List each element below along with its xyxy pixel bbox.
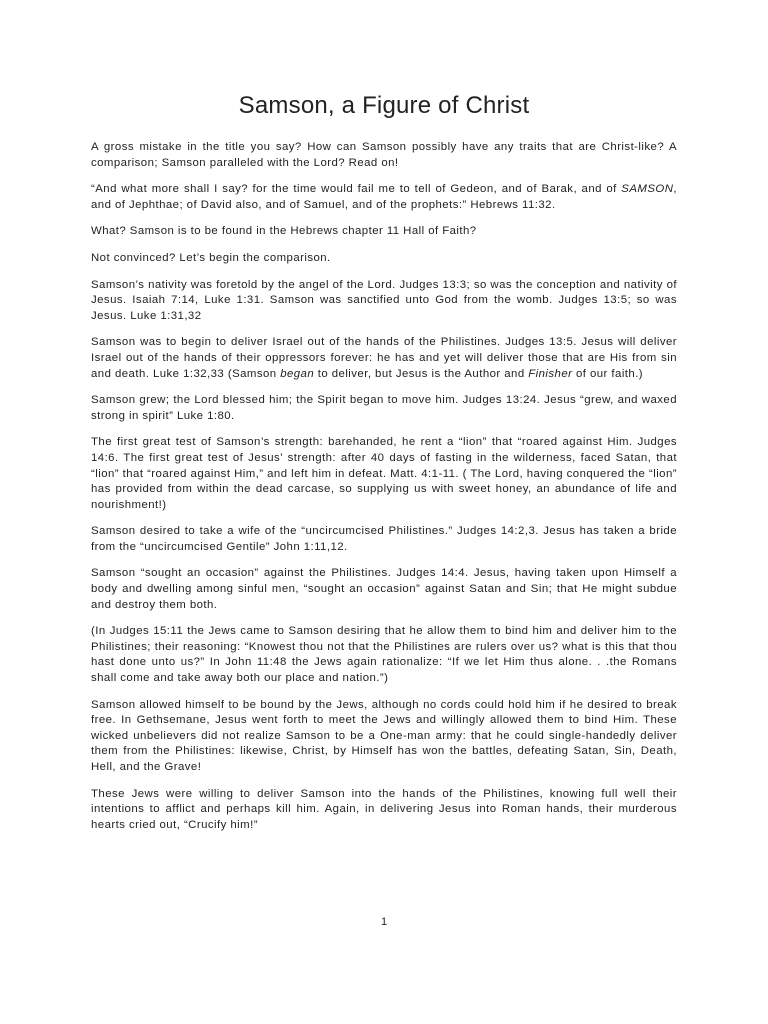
emphasis-text: began — [280, 367, 315, 380]
paragraph: These Jews were willing to deliver Samson into the hands of the Philistines, knowing full well their intentions to afflict and perhaps kill him. Again, in delivering Jesus into Roman hands, their murderous hearts cried out, “Crucify him!” — [91, 787, 677, 831]
paragraph-text: of our faith.) — [572, 367, 644, 380]
paragraph-text: “And what more shall I say? for the time would fail me to tell of Gedeon, and of Barak, and of — [91, 183, 622, 196]
paragraph-text: , and of Jephthae; of David also, and of Samuel, and of the prophets:” Hebrews 11:32. — [91, 183, 677, 211]
emphasis-text: Finisher — [528, 367, 573, 380]
page-title: Samson, a Figure of Christ — [238, 92, 530, 119]
paragraph-text: to deliver, but Jesus is the Author and — [314, 367, 529, 380]
paragraph: What? Samson is to be found in the Hebrews chapter 11 Hall of Faith? — [91, 225, 477, 238]
paragraph: Samson allowed himself to be bound by the Jews, although no cords could hold him if he desired to break free. In Gethsemane, Jesus went forth to meet the Jews and willingly allowed them to bind Him. These wicked unbelievers did not realize Samson to be a One-man army: that he could single-handedly deliver them from the Philistines: likewise, Christ, by Himself has won the battles, defeating Satan, Sin, Death, Hell, and the Grave! — [91, 698, 677, 773]
paragraph: Samson grew; the Lord blessed him; the Spirit began to move him. Judges 13:24. Jesus “grew, and waxed strong in spirit” Luke 1:80. — [91, 394, 677, 422]
paragraph: Samson “sought an occasion” against the Philistines. Judges 14:4. Jesus, having taken upon Himself a body and dwelling among sinful men, “sought an occasion” against Satan and Sin; that He might subdue and destroy them both. — [91, 567, 677, 611]
paragraph-text: Samson was to begin to deliver Israel out of the hands of the Philistines. Judges 13:5. Jesus will deliver Israel out of the hands of their oppressors forever: he has and yet will deliver those that are His from sin and death. Luke 1:32,33 (Samson — [91, 336, 677, 380]
document-body — [91, 140, 677, 844]
paragraph: A gross mistake in the title you say? How can Samson possibly have any traits that are Christ-like? A comparison; Samson paralleled with the Lord? Read on! — [91, 141, 677, 169]
paragraph — [91, 335, 677, 382]
paragraph: (In Judges 15:11 the Jews came to Samson desiring that he allow them to bind him and deliver him to the Philistines; their reasoning: “Knowest thou not that the Philistines are rulers over us? what is this that thou hast done unto us?” In John 11:48 the Jews again rationalize: “If we let Him thus alone. . .the Romans shall come and take away both our place and nation.”) — [91, 625, 677, 685]
paragraph: Not convinced? Let’s begin the comparison. — [91, 251, 331, 264]
paragraph: The first great test of Samson’s strength: barehanded, he rent a “lion” that “roared against Him. Judges 14:6. The first great test of Jesus’ strength: after 40 days of fasting in the wilderness, faced Satan, that “lion” that “roared against Him,” and left him in defeat. Matt. 4:1-11. ( The Lord, having conquered the “lion” has provided from within the dead carcase, so supplying us with sweet honey, an abundance of life and nourishment!) — [91, 436, 677, 511]
emphasis-text: SAMSON — [621, 183, 674, 196]
page-number: 1 — [380, 916, 388, 928]
paragraph: Samson’s nativity was foretold by the angel of the Lord. Judges 13:3; so was the conception and nativity of Jesus. Isaiah 7:14, Luke 1:31. Samson was sanctified unto God from the womb. Judges 13:5; so was Jesus. Luke 1:31,32 — [91, 278, 677, 322]
paragraph: Samson desired to take a wife of the “uncircumcised Philistines.” Judges 14:2,3. Jesus has taken a bride from the “uncircumcised Gentile” John 1:11,12. — [91, 525, 677, 553]
paragraph — [91, 182, 677, 213]
